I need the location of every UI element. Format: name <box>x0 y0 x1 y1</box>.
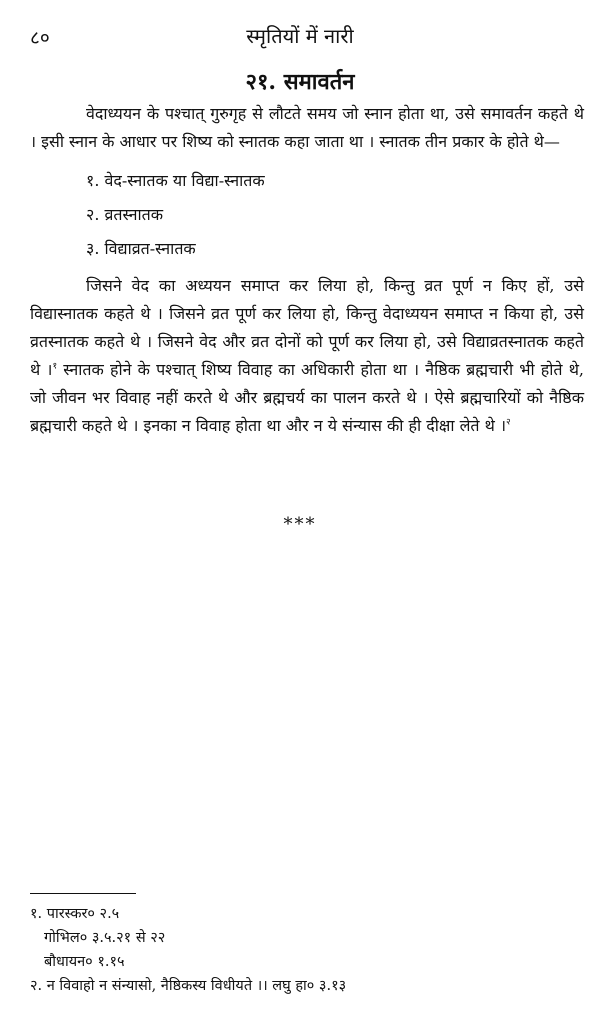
section-title: २१. समावर्तन <box>245 69 355 95</box>
footnote-ref-2: २ <box>506 417 511 428</box>
section-end-asterisks: *** <box>283 514 317 535</box>
running-title: स्मृतियों में नारी <box>246 24 354 48</box>
snatak-types-list <box>30 164 584 266</box>
paragraph-1: वेदाध्ययन के पश्चात् गुरुगृह से लौटते समय जो स्नान होता था, उसे समावर्तन कहते थे । इसी स्नान के आधार पर शिष्य को स्नातक कहा जाता था । स्नातक तीन प्रकार के होते थे— <box>30 104 584 151</box>
body-text <box>30 100 584 440</box>
footnote-ref-1: १ <box>52 361 58 372</box>
paragraph-2 <box>30 272 584 440</box>
list-item: २. व्रतस्नातक <box>86 205 164 224</box>
footnote-1-line-1: १. पारस्कर० २.५ <box>30 906 120 922</box>
list-item: १. वेद-स्नातक या विद्या-स्नातक <box>86 171 265 190</box>
footnote-1-line-3: बौधायन० १.१५ <box>44 954 125 970</box>
paragraph-2-part-1: जिसने वेद का अध्ययन समाप्त कर लिया हो, किन्तु व्रत पूर्ण न किए हों, उसे विद्यास्नातक कहते थे । जिसने व्रत पूर्ण कर लिया हो, किन्तु वेदाध्ययन समाप्त न किया हो, उसे व्रतस्नातक कहते थे । जिसने वेद और व्रत दोनों को पूर्ण कर लिया हो, उसे विद्याव्रतस्नातक कहते थे । <box>30 276 584 379</box>
footnote-divider <box>30 893 136 894</box>
footnote-2: २. न विवाहो न संन्यासो, नैष्ठिकस्य विधीयते ।। लघु हा० ३.१३ <box>30 978 347 994</box>
page-number: ८० <box>30 27 50 49</box>
paragraph-2-part-2: स्नातक होने के पश्चात् शिष्य विवाह का अधिकारी होता था । नैष्ठिक ब्रह्मचारी भी होते थे, जो जीवन भर विवाह नहीं करते थे और ब्रह्मचर्य का पालन करते थे । ऐसे ब्रह्मचारियों को नैष्ठिक ब्रह्मचारी कहते थे । इनका न विवाह होता था और न ये संन्यास की ही दीक्षा लेते थे । <box>30 360 585 435</box>
list-item: ३. विद्याव्रत-स्नातक <box>86 239 196 258</box>
footnote-1-line-2: गोभिल० ३.५.२१ से २२ <box>44 930 166 946</box>
footnotes <box>30 902 590 998</box>
